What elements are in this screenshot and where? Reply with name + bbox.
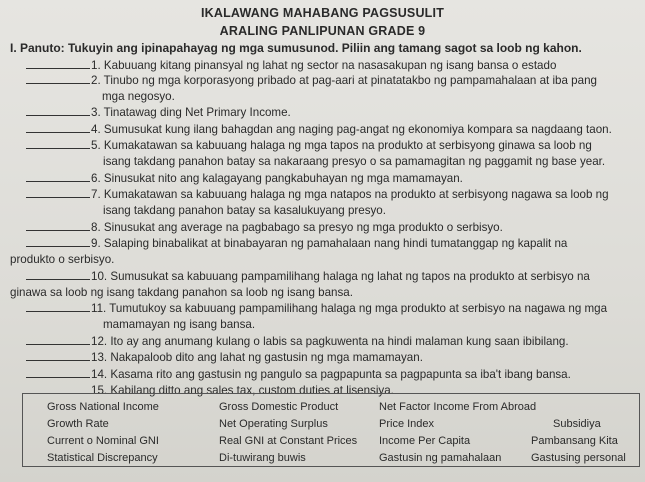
answer-blank-8[interactable] (26, 219, 90, 231)
question-text: 8. Sinusukat ang average na pagbabago sa presyo ng mga produkto o serbisyo. (91, 221, 503, 234)
question-item-7 (26, 186, 641, 203)
exam-title: IKALAWANG MAHABANG PAGSUSULIT (200, 6, 445, 20)
instructions: I. Panuto: Tukuyin ang ipinapahayag ng mga sumusunod. Piliin ang tamang sagot sa loob ng kahon. (10, 41, 582, 55)
question-text: 5. Kumakatawan sa kabuuang halaga ng mga tapos na produkto at serbisyong ginawa sa loob ng (91, 139, 592, 152)
answer-blank-14[interactable] (26, 366, 90, 378)
choice-item: Price Index (379, 418, 435, 430)
question-text-continued: isang takdang panahon batay sa nakaraang presyo o sa pamamagitan ng paggamit ng base year. (103, 155, 606, 168)
question-text-continued: ginawa sa loob ng isang takdang panahon sa loob ng isang bansa. (10, 286, 353, 299)
answer-blank-5[interactable] (26, 137, 90, 149)
question-text-continued: mga negosyo. (102, 90, 175, 103)
answer-blank-13[interactable] (26, 349, 90, 361)
answer-blank-3[interactable] (26, 104, 90, 116)
question-item-6 (26, 170, 641, 187)
answer-blank-12[interactable] (26, 333, 90, 345)
answer-blank-4[interactable] (26, 121, 90, 133)
answer-choices-box (22, 393, 640, 467)
question-text: 12. Ito ay ang anumang kulang o labis sa pagkuwenta na hindi malaman kung saan ibibilang. (91, 335, 569, 348)
question-item-12 (26, 333, 641, 350)
choice-item: Gross National Income (47, 401, 159, 413)
choice-item: Gross Domestic Product (219, 401, 339, 413)
answer-blank-9[interactable] (26, 235, 90, 247)
question-text: 6. Sinusukat nito ang kalagayang pangkabuhayan ng mga mamamayan. (91, 172, 463, 185)
choice-item: Growth Rate (47, 418, 109, 430)
exam-subtitle: ARALING PANLIPUNAN GRADE 9 (219, 24, 426, 38)
choice-item: Statistical Discrepancy (47, 452, 158, 464)
answer-blank-1[interactable] (26, 57, 90, 69)
choice-item: Current o Nominal GNI (47, 435, 159, 447)
choice-item: Real GNI at Constant Prices (219, 435, 358, 447)
choice-item: Net Operating Surplus (219, 418, 328, 430)
question-text: 2. Tinubo ng mga korporasyong pribado at pag-aari at pinatatakbo ng pampamahalaan at iba pang (91, 74, 597, 87)
choice-item: Subsidiya (553, 418, 601, 430)
question-text: 7. Kumakatawan sa kabuuang halaga ng mga natapos na produkto at serbisyong nagawa sa loob ng (91, 188, 609, 201)
answer-blank-11[interactable] (26, 300, 90, 312)
question-text: 11. Tumutukoy sa kabuuang pampamilihang halaga ng mga produkto at serbisyo na nagawa ng mga (91, 302, 608, 315)
question-text-continued: produkto o serbisyo. (10, 253, 115, 266)
question-item-13 (26, 349, 641, 366)
question-text: 14. Kasama rito ang gastusin ng pangulo sa pagpapunta sa pagpapunta sa iba't ibang bansa. (91, 368, 571, 381)
question-text: 9. Salaping binabalikat at binabayaran ng pamahalaan nang hindi tumatanggap ng kapalit na (91, 237, 568, 250)
question-text: 1. Kabuuang kitang pinansyal ng lahat ng sector na nasasakupan ng isang bansa o estado (91, 59, 557, 72)
question-text: 13. Nakapaloob dito ang lahat ng gastusin ng mga mamamayan. (91, 351, 423, 364)
question-text: 15. Kabilang ditto ang sales tax, custom duties at lisensiya. (91, 384, 394, 397)
question-item-10 (26, 268, 641, 285)
choice-item: Di-tuwirang buwis (219, 452, 306, 464)
question-item-4 (26, 121, 641, 138)
question-text: 4. Sumusukat kung ilang bahagdan ang naging pag-angat ng ekonomiya kompara sa nagdaang taon. (91, 123, 612, 136)
question-item-8 (26, 219, 641, 236)
question-text: 3. Tinatawag ding Net Primary Income. (91, 106, 291, 119)
choice-item: Gastusin ng pamahalaan (379, 452, 502, 464)
question-text-continued: mamamayan ng isang bansa. (103, 318, 256, 331)
answer-blank-2[interactable] (26, 72, 90, 84)
question-item-9 (26, 235, 641, 252)
answer-blank-6[interactable] (26, 170, 90, 182)
answer-blank-7[interactable] (26, 186, 90, 198)
choice-item: Income Per Capita (379, 435, 471, 447)
question-item-2 (26, 72, 641, 89)
question-item-5 (26, 137, 641, 154)
question-item-14 (26, 366, 641, 383)
question-item-3 (26, 104, 641, 121)
answer-blank-10[interactable] (26, 268, 90, 280)
choice-item: Pambansang Kita (531, 435, 618, 447)
question-text: 10. Sumusukat sa kabuuang pampamilihang halaga ng lahat ng tapos na produkto at serbisyo na (91, 270, 590, 283)
choice-item: Gastusing personal (531, 452, 626, 464)
question-item-11 (26, 300, 641, 317)
question-text-continued: isang takdang panahon batay sa kasalukuyang presyo. (103, 204, 386, 217)
choice-item: Net Factor Income From Abroad (379, 401, 537, 413)
